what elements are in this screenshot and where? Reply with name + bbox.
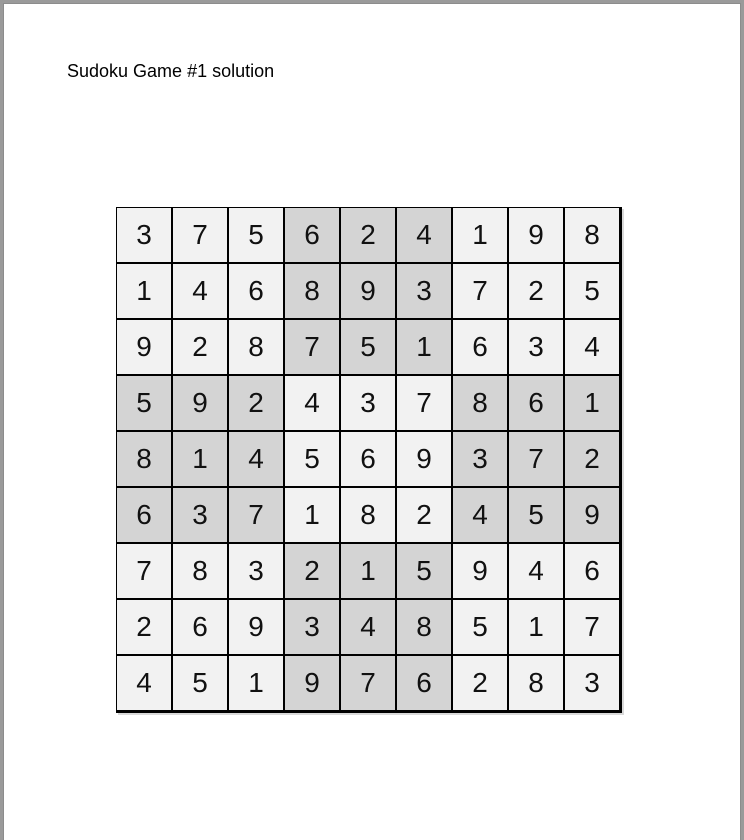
sudoku-cell-r8-c1: 2 (117, 600, 173, 656)
sudoku-cell-r3-c2: 2 (173, 320, 229, 376)
sudoku-cell-r7-c7: 9 (453, 544, 509, 600)
sudoku-cell-r4-c3: 2 (229, 376, 285, 432)
sudoku-board (116, 207, 622, 713)
sudoku-cell-r1-c6: 4 (397, 208, 453, 264)
sudoku-cell-r6-c9: 9 (565, 488, 621, 544)
sudoku-cell-r3-c6: 1 (397, 320, 453, 376)
sudoku-cell-r6-c2: 3 (173, 488, 229, 544)
sudoku-cell-r7-c4: 2 (285, 544, 341, 600)
sudoku-cell-r8-c2: 6 (173, 600, 229, 656)
page-title: Sudoku Game #1 solution (67, 61, 275, 81)
sudoku-cell-r6-c1: 6 (117, 488, 173, 544)
sudoku-cell-r9-c2: 5 (173, 656, 229, 712)
sudoku-cell-r2-c2: 4 (173, 264, 229, 320)
sudoku-cell-r1-c9: 8 (565, 208, 621, 264)
sudoku-cell-r6-c4: 1 (285, 488, 341, 544)
sudoku-cell-r4-c5: 3 (341, 376, 397, 432)
sudoku-cell-r3-c4: 7 (285, 320, 341, 376)
sudoku-cell-r6-c6: 2 (397, 488, 453, 544)
sudoku-cell-r8-c6: 8 (397, 600, 453, 656)
sudoku-cell-r9-c1: 4 (117, 656, 173, 712)
sudoku-cell-r9-c3: 1 (229, 656, 285, 712)
sudoku-cell-r1-c8: 9 (509, 208, 565, 264)
sudoku-cell-r5-c4: 5 (285, 432, 341, 488)
sudoku-cell-r2-c6: 3 (397, 264, 453, 320)
sudoku-cell-r5-c8: 7 (509, 432, 565, 488)
sudoku-cell-r5-c3: 4 (229, 432, 285, 488)
sudoku-cell-r3-c5: 5 (341, 320, 397, 376)
sudoku-cell-r1-c5: 2 (341, 208, 397, 264)
sudoku-cell-r9-c5: 7 (341, 656, 397, 712)
sudoku-cell-r3-c1: 9 (117, 320, 173, 376)
sudoku-cell-r8-c4: 3 (285, 600, 341, 656)
sudoku-cell-r6-c3: 7 (229, 488, 285, 544)
sudoku-cell-r7-c5: 1 (341, 544, 397, 600)
sudoku-cell-r8-c3: 9 (229, 600, 285, 656)
sudoku-cell-r1-c1: 3 (117, 208, 173, 264)
sudoku-cell-r4-c9: 1 (565, 376, 621, 432)
sudoku-cell-r9-c8: 8 (509, 656, 565, 712)
sudoku-cell-r3-c3: 8 (229, 320, 285, 376)
sudoku-cell-r2-c1: 1 (117, 264, 173, 320)
sudoku-cell-r7-c8: 4 (509, 544, 565, 600)
sudoku-cell-r9-c4: 9 (285, 656, 341, 712)
sudoku-cell-r9-c7: 2 (453, 656, 509, 712)
sudoku-cell-r1-c3: 5 (229, 208, 285, 264)
sudoku-cell-r5-c5: 6 (341, 432, 397, 488)
sudoku-cell-r3-c9: 4 (565, 320, 621, 376)
document-page (3, 3, 741, 840)
sudoku-cell-r1-c2: 7 (173, 208, 229, 264)
sudoku-cell-r7-c6: 5 (397, 544, 453, 600)
sudoku-cell-r3-c7: 6 (453, 320, 509, 376)
sudoku-cell-r2-c8: 2 (509, 264, 565, 320)
sudoku-cell-r1-c7: 1 (453, 208, 509, 264)
sudoku-cell-r5-c9: 2 (565, 432, 621, 488)
sudoku-cell-r7-c2: 8 (173, 544, 229, 600)
sudoku-cell-r4-c1: 5 (117, 376, 173, 432)
sudoku-cell-r4-c6: 7 (397, 376, 453, 432)
sudoku-cell-r5-c6: 9 (397, 432, 453, 488)
sudoku-cell-r4-c8: 6 (509, 376, 565, 432)
sudoku-cell-r2-c9: 5 (565, 264, 621, 320)
sudoku-cell-r6-c5: 8 (341, 488, 397, 544)
sudoku-cell-r9-c9: 3 (565, 656, 621, 712)
sudoku-cell-r3-c8: 3 (509, 320, 565, 376)
sudoku-cell-r8-c7: 5 (453, 600, 509, 656)
sudoku-cell-r6-c8: 5 (509, 488, 565, 544)
sudoku-cell-r2-c4: 8 (285, 264, 341, 320)
sudoku-cell-r5-c1: 8 (117, 432, 173, 488)
sudoku-cell-r7-c3: 3 (229, 544, 285, 600)
sudoku-cell-r4-c7: 8 (453, 376, 509, 432)
sudoku-cell-r8-c5: 4 (341, 600, 397, 656)
sudoku-cell-r7-c9: 6 (565, 544, 621, 600)
sudoku-cell-r4-c2: 9 (173, 376, 229, 432)
sudoku-cell-r8-c9: 7 (565, 600, 621, 656)
sudoku-cell-r5-c2: 1 (173, 432, 229, 488)
sudoku-cell-r7-c1: 7 (117, 544, 173, 600)
sudoku-cell-r2-c5: 9 (341, 264, 397, 320)
sudoku-cell-r6-c7: 4 (453, 488, 509, 544)
sudoku-cell-r4-c4: 4 (285, 376, 341, 432)
sudoku-cell-r2-c7: 7 (453, 264, 509, 320)
sudoku-cell-r1-c4: 6 (285, 208, 341, 264)
sudoku-cell-r2-c3: 6 (229, 264, 285, 320)
sudoku-cell-r8-c8: 1 (509, 600, 565, 656)
sudoku-cell-r9-c6: 6 (397, 656, 453, 712)
sudoku-cell-r5-c7: 3 (453, 432, 509, 488)
